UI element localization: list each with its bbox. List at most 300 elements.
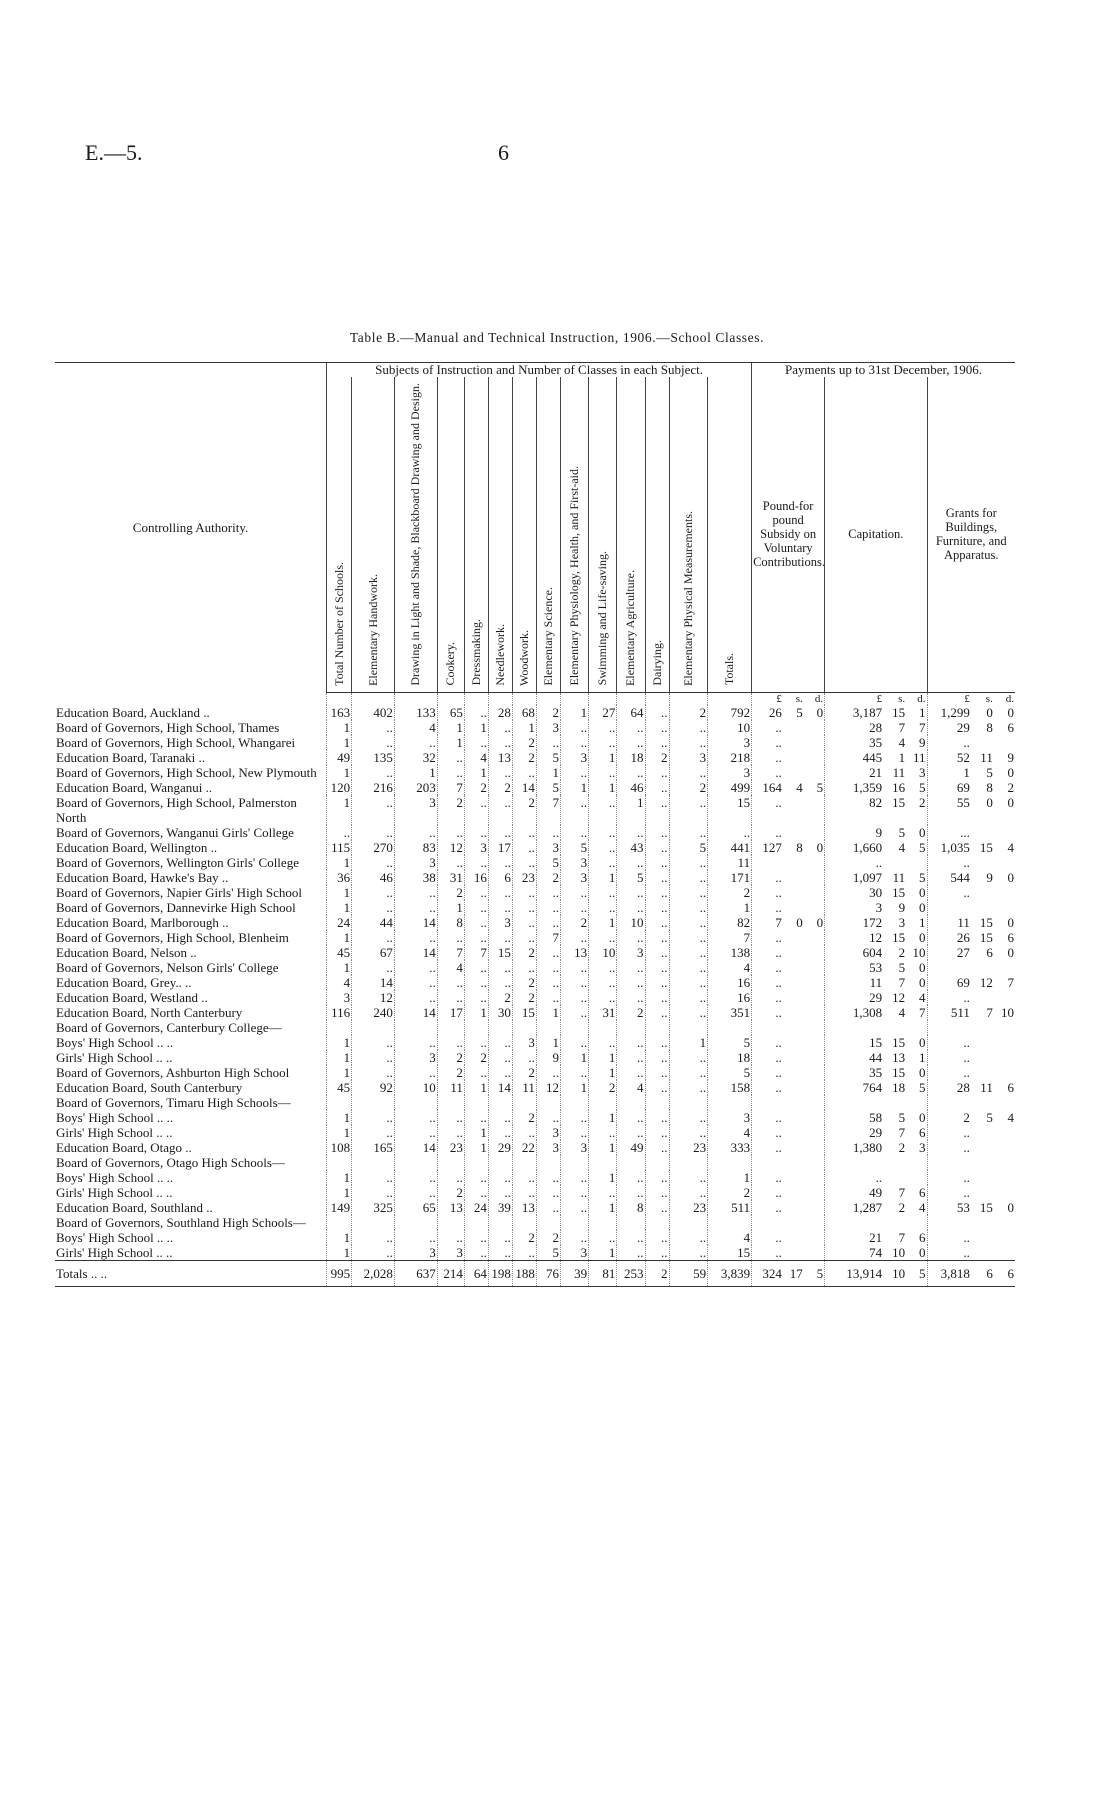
column-header: Elementary Physical Measurements. — [669, 377, 708, 692]
class-count-cell: 2 — [536, 705, 560, 720]
payment-cell: 2 — [927, 1110, 971, 1125]
class-count-cell: 15 — [512, 1005, 536, 1020]
payment-cell — [783, 870, 804, 885]
payment-cell — [752, 1155, 783, 1170]
payment-cell — [971, 900, 994, 915]
class-count-cell: 45 — [327, 1080, 352, 1095]
class-count-cell: .. — [645, 1050, 669, 1065]
payment-cell — [783, 1185, 804, 1200]
class-count-cell: 163 — [327, 705, 352, 720]
class-count-cell: 3 — [708, 765, 752, 780]
payment-cell — [804, 1155, 825, 1170]
payment-cell: 21 — [825, 1230, 883, 1245]
class-count-cell: 44 — [352, 915, 395, 930]
class-count-cell: 2 — [617, 1005, 645, 1020]
payment-cell: 29 — [927, 720, 971, 735]
payment-cell: 3 — [919, 764, 926, 780]
payment-cell: 445 — [825, 750, 883, 765]
payment-cell — [804, 885, 825, 900]
class-count-cell: 1 — [464, 1080, 488, 1095]
payment-cell — [783, 795, 804, 825]
payment-cell: 0 — [919, 824, 926, 840]
class-count-cell: 13 — [512, 1200, 536, 1215]
payment-cell: 15 — [979, 1199, 993, 1215]
class-count-cell: .. — [512, 855, 536, 870]
class-count-cell — [645, 1020, 669, 1035]
table-row — [55, 750, 1015, 765]
class-count-cell — [669, 1095, 708, 1110]
table-body — [55, 692, 1015, 1286]
class-count-cell: 30 — [488, 1005, 512, 1020]
payment-cell — [971, 885, 994, 900]
payment-cell: 15 — [892, 794, 906, 810]
class-count-cell: .. — [488, 975, 512, 990]
authority-name: Board of Governors, High School, Blenheim — [56, 929, 289, 945]
payment-cell — [804, 1035, 825, 1050]
payment-cell: 11 — [980, 749, 993, 765]
class-count-cell — [352, 1215, 395, 1230]
authority-name: Board of Governors, Napier Girls' High School — [56, 884, 303, 900]
class-count-cell: 3 — [560, 1140, 588, 1155]
payment-cell: .. — [752, 735, 783, 750]
payment-cell: .. — [927, 885, 971, 900]
payment-cell — [971, 1155, 994, 1170]
class-count-cell: .. — [617, 975, 645, 990]
class-count-cell: 7 — [536, 795, 560, 825]
class-count-cell: 1 — [327, 1185, 352, 1200]
authority-name: Education Board, North Canterbury — [56, 1004, 243, 1020]
class-count-cell: 2 — [437, 1065, 464, 1080]
authority-name: Board of Governors, Southland High Schools— — [56, 1214, 306, 1230]
class-count-cell: .. — [617, 720, 645, 735]
class-count-cell: 16 — [708, 975, 752, 990]
class-count-cell: 203 — [394, 780, 437, 795]
payment-cell — [883, 1215, 906, 1230]
class-count-cell: 2 — [464, 1050, 488, 1065]
class-count-cell: .. — [394, 900, 437, 915]
class-count-cell: .. — [560, 1005, 588, 1020]
class-count-cell — [617, 1020, 645, 1035]
payment-cell: 3 — [825, 900, 883, 915]
payment-cell: 0 — [816, 704, 824, 720]
payment-cell — [971, 1065, 994, 1080]
payment-cell — [804, 720, 825, 735]
payment-cell: 0 — [796, 914, 803, 930]
payment-cell: 0 — [919, 959, 926, 975]
authority-name: Boys' High School .. .. — [56, 1034, 174, 1050]
payment-cell: 3 — [919, 1139, 926, 1155]
payment-cell — [804, 960, 825, 975]
class-count-cell: 7 — [437, 780, 464, 795]
class-count-cell: .. — [512, 840, 536, 855]
class-count-cell: .. — [512, 1125, 536, 1140]
payment-cell: 26 — [927, 930, 971, 945]
payment-cell — [804, 1185, 825, 1200]
class-count-cell: .. — [536, 885, 560, 900]
payment-cell — [994, 1185, 1015, 1200]
class-count-cell: .. — [394, 1185, 437, 1200]
payment-cell — [971, 1245, 994, 1261]
payment-cell — [783, 765, 804, 780]
class-count-cell: .. — [488, 795, 512, 825]
payment-cell: 1,035 — [927, 840, 971, 855]
payment-cell: 0 — [1007, 764, 1014, 780]
class-count-cell: .. — [488, 885, 512, 900]
class-count-cell: 8 — [617, 1200, 645, 1215]
class-count-cell: .. — [560, 930, 588, 945]
payment-cell: .. — [752, 1245, 783, 1261]
class-count-cell: .. — [589, 885, 617, 900]
class-count-cell: .. — [488, 960, 512, 975]
payment-cell: .. — [752, 885, 783, 900]
class-count-cell: .. — [437, 855, 464, 870]
payment-cell — [783, 735, 804, 750]
payment-cell — [783, 1110, 804, 1125]
class-count-cell: 23 — [512, 870, 536, 885]
payment-cell — [804, 795, 825, 825]
table-row — [55, 870, 1015, 885]
payment-cell — [783, 885, 804, 900]
class-count-cell: 1 — [589, 1140, 617, 1155]
class-count-cell: .. — [464, 960, 488, 975]
class-count-cell: .. — [464, 915, 488, 930]
class-count-cell: .. — [394, 1230, 437, 1245]
payment-cell: 53 — [927, 1200, 971, 1215]
class-count-cell: .. — [512, 1050, 536, 1065]
authority-name: Board of Governors, High School, New Plymouth — [56, 764, 317, 780]
class-count-cell: 24 — [464, 1200, 488, 1215]
table-row — [55, 855, 1015, 870]
payment-cell — [804, 765, 825, 780]
class-count-cell: .. — [617, 1110, 645, 1125]
class-count-cell — [669, 1215, 708, 1230]
class-count-cell: .. — [645, 1125, 669, 1140]
class-count-cell: 43 — [617, 840, 645, 855]
class-count-cell: 1 — [464, 720, 488, 735]
class-count-cell — [617, 1215, 645, 1230]
class-count-cell: .. — [394, 975, 437, 990]
table-row — [55, 1140, 1015, 1155]
payment-cell: 69 — [927, 780, 971, 795]
payment-cell: 164 — [752, 780, 783, 795]
payment-cell — [804, 1080, 825, 1095]
table-row — [55, 795, 1015, 825]
class-count-cell: 46 — [352, 870, 395, 885]
class-count-cell: 511 — [708, 1200, 752, 1215]
payment-cell: 172 — [825, 915, 883, 930]
payment-cell — [783, 1020, 804, 1035]
class-count-cell: .. — [394, 930, 437, 945]
unit-label: £ — [752, 692, 783, 705]
payment-cell: 5 — [898, 959, 906, 975]
class-count-cell: 116 — [327, 1005, 352, 1020]
payment-cell: 49 — [825, 1185, 883, 1200]
class-count-cell: .. — [669, 825, 708, 840]
payment-cell: 4 — [919, 989, 926, 1005]
payment-cell: 12 — [979, 974, 993, 990]
class-count-cell: .. — [589, 840, 617, 855]
class-count-cell: .. — [645, 975, 669, 990]
table-row — [55, 1245, 1015, 1261]
authority-name: Boys' High School .. .. — [56, 1169, 174, 1185]
class-count-cell: .. — [437, 825, 464, 840]
payment-cell: 0 — [919, 899, 926, 915]
class-count-cell: 59 — [669, 1260, 708, 1286]
class-count-cell: .. — [536, 945, 560, 960]
class-count-cell: .. — [645, 735, 669, 750]
table-row — [55, 1230, 1015, 1245]
classes-table — [55, 362, 1015, 1287]
class-count-cell: .. — [669, 960, 708, 975]
class-count-cell: .. — [464, 1110, 488, 1125]
table-row — [55, 900, 1015, 915]
class-count-cell: 165 — [352, 1140, 395, 1155]
payment-cell — [883, 1155, 906, 1170]
payment-cell: 16 — [892, 779, 906, 795]
class-count-cell: 2 — [669, 705, 708, 720]
class-count-cell: 351 — [708, 1005, 752, 1020]
class-count-cell: 1 — [708, 900, 752, 915]
class-count-cell: .. — [394, 885, 437, 900]
payment-cell: 0 — [919, 1109, 926, 1125]
class-count-cell: 4 — [617, 1080, 645, 1095]
payment-cell: 10 — [892, 1244, 906, 1260]
payment-cell: .. — [752, 930, 783, 945]
payment-cell — [971, 1170, 994, 1185]
class-count-cell: 171 — [708, 870, 752, 885]
payment-cell: 11 — [980, 1079, 993, 1095]
column-header: Elementary Handwork. — [352, 377, 395, 692]
class-count-cell: .. — [488, 765, 512, 780]
class-count-cell: 49 — [327, 750, 352, 765]
unit-label: £ — [927, 692, 971, 705]
class-count-cell: .. — [669, 1125, 708, 1140]
payment-cell — [825, 1020, 883, 1035]
class-count-cell: 10 — [617, 915, 645, 930]
class-count-cell: .. — [464, 825, 488, 840]
class-count-cell: 7 — [464, 945, 488, 960]
class-count-cell: 64 — [617, 705, 645, 720]
class-count-cell: 1 — [536, 1035, 560, 1050]
class-count-cell: .. — [394, 1035, 437, 1050]
page-number: 6 — [498, 140, 509, 165]
class-count-cell: 1 — [589, 1065, 617, 1080]
class-count-cell: .. — [669, 795, 708, 825]
class-count-cell: 1 — [589, 870, 617, 885]
class-count-cell: .. — [352, 825, 395, 840]
class-count-cell: 32 — [394, 750, 437, 765]
class-count-cell: 8 — [437, 915, 464, 930]
payment-cell: 35 — [825, 1065, 883, 1080]
class-count-cell: .. — [488, 1110, 512, 1125]
class-count-cell: 1 — [437, 735, 464, 750]
payment-cell: 7 — [919, 719, 926, 735]
class-count-cell: 1 — [464, 765, 488, 780]
class-count-cell: .. — [394, 990, 437, 1005]
class-count-cell: 402 — [352, 705, 395, 720]
unit-label: s. — [985, 692, 993, 705]
authority-name: Boys' High School .. .. — [56, 1109, 174, 1125]
payment-cell — [783, 1080, 804, 1095]
payment-cell: 58 — [825, 1110, 883, 1125]
class-count-cell: 24 — [327, 915, 352, 930]
class-count-cell: 3 — [560, 1245, 588, 1261]
class-count-cell: 1 — [589, 1110, 617, 1125]
column-header: Needlework. — [488, 377, 512, 692]
class-count-cell — [560, 1155, 588, 1170]
payment-cell: 15 — [979, 914, 993, 930]
class-count-cell: .. — [669, 975, 708, 990]
payment-cell — [804, 1215, 825, 1230]
payment-cell — [927, 960, 971, 975]
class-count-cell: .. — [645, 960, 669, 975]
class-count-cell: .. — [352, 1110, 395, 1125]
class-count-cell: .. — [669, 945, 708, 960]
class-count-cell: .. — [617, 855, 645, 870]
class-count-cell: 3 — [394, 855, 437, 870]
authority-name: Girls' High School .. .. — [56, 1124, 173, 1140]
class-count-cell: 12 — [437, 840, 464, 855]
class-count-cell: .. — [669, 855, 708, 870]
class-count-cell — [512, 1155, 536, 1170]
payment-cell — [883, 1095, 906, 1110]
payment-cell — [883, 855, 906, 870]
payment-cell: 10 — [1001, 1004, 1014, 1020]
authority-name: Education Board, Wanganui .. — [56, 779, 213, 795]
class-count-cell: 2 — [536, 870, 560, 885]
table-row — [55, 990, 1015, 1005]
payment-cell: 0 — [1007, 704, 1014, 720]
class-count-cell: 14 — [488, 1080, 512, 1095]
class-count-cell: .. — [352, 1065, 395, 1080]
payment-cell: .. — [752, 750, 783, 765]
class-count-cell — [708, 1215, 752, 1230]
class-count-cell: 1 — [589, 1050, 617, 1065]
class-count-cell: 1 — [589, 1170, 617, 1185]
payment-cell — [994, 990, 1015, 1005]
class-count-cell: 11 — [512, 1080, 536, 1095]
class-count-cell: 3 — [708, 735, 752, 750]
class-count-cell: .. — [536, 1170, 560, 1185]
class-count-cell — [617, 1095, 645, 1110]
unit-label: d. — [917, 692, 926, 705]
class-count-cell: .. — [464, 1065, 488, 1080]
payment-cell — [783, 1140, 804, 1155]
payment-cell: 0 — [986, 794, 993, 810]
class-count-cell: 6 — [488, 870, 512, 885]
payment-cell — [927, 1215, 971, 1230]
class-count-cell: .. — [488, 825, 512, 840]
payment-cell — [994, 1050, 1015, 1065]
payment-cell: 2 — [898, 1139, 906, 1155]
payment-cell: 2 — [898, 944, 906, 960]
class-count-cell: .. — [437, 1170, 464, 1185]
class-count-cell: 1 — [617, 795, 645, 825]
payment-cell: 35 — [825, 735, 883, 750]
authority-name: Education Board, Marlborough .. — [56, 914, 229, 930]
units-row — [55, 692, 1015, 705]
class-count-cell: 149 — [327, 1200, 352, 1215]
class-count-cell: .. — [645, 1005, 669, 1020]
payment-cell: 6 — [1007, 1079, 1014, 1095]
payment-cell: 6 — [919, 1184, 926, 1200]
payment-cell — [971, 825, 994, 840]
payment-cell: 7 — [898, 1229, 906, 1245]
class-count-cell: 2 — [512, 750, 536, 765]
class-count-cell: .. — [589, 975, 617, 990]
payment-cell — [783, 1095, 804, 1110]
column-header: Elementary Science. — [536, 377, 560, 692]
payment-cell — [783, 930, 804, 945]
class-count-cell: .. — [512, 900, 536, 915]
class-count-cell: .. — [617, 1170, 645, 1185]
payment-cell — [906, 1155, 927, 1170]
payment-cell: 1 — [919, 914, 926, 930]
payment-cell: 4 — [1007, 839, 1014, 855]
authority-name: Education Board, Nelson .. — [56, 944, 197, 960]
payment-column-header: Pound-for pound Subsidy on Voluntary Contributions. — [752, 377, 825, 692]
column-header: Elementary Agriculture. — [617, 377, 645, 692]
payment-cell: .. — [752, 1140, 783, 1155]
class-count-cell: .. — [589, 1185, 617, 1200]
payment-cell: 27 — [927, 945, 971, 960]
payment-cell: 1 — [898, 749, 906, 765]
class-count-cell: .. — [645, 870, 669, 885]
table-row — [55, 1170, 1015, 1185]
class-count-cell: 1 — [589, 750, 617, 765]
class-count-cell: 2 — [708, 885, 752, 900]
payment-cell: .. — [752, 960, 783, 975]
class-count-cell: 792 — [708, 705, 752, 720]
payment-cell: .. — [752, 1065, 783, 1080]
class-count-cell: .. — [645, 930, 669, 945]
class-count-cell: .. — [352, 720, 395, 735]
payment-cell — [783, 975, 804, 990]
class-count-cell: .. — [560, 765, 588, 780]
class-count-cell: 2 — [645, 1260, 669, 1286]
class-count-cell: 1 — [327, 1050, 352, 1065]
table-row — [55, 765, 1015, 780]
payment-cell — [752, 1215, 783, 1230]
class-count-cell: 92 — [352, 1080, 395, 1095]
class-count-cell: 23 — [669, 1200, 708, 1215]
class-count-cell: .. — [617, 765, 645, 780]
payment-cell: 74 — [825, 1245, 883, 1261]
payment-cell — [994, 885, 1015, 900]
payment-cell — [994, 1140, 1015, 1155]
class-count-cell: 65 — [394, 1200, 437, 1215]
authority-name: Board of Governors, High School, Palmerston North — [56, 794, 297, 825]
payment-cell: 7 — [752, 915, 783, 930]
class-count-cell — [560, 1095, 588, 1110]
class-count-cell: 10 — [708, 720, 752, 735]
class-count-cell: .. — [536, 825, 560, 840]
table-row — [55, 720, 1015, 735]
class-count-cell: .. — [327, 825, 352, 840]
class-count-cell: 76 — [536, 1260, 560, 1286]
payment-cell: 28 — [927, 1080, 971, 1095]
authority-name: Education Board, Auckland .. — [56, 704, 210, 720]
class-count-cell: .. — [536, 975, 560, 990]
payment-cell — [804, 1230, 825, 1245]
class-count-cell: .. — [645, 945, 669, 960]
class-count-cell: .. — [645, 1200, 669, 1215]
table-row — [55, 1185, 1015, 1200]
class-count-cell: 2 — [512, 990, 536, 1005]
payment-cell — [804, 735, 825, 750]
payment-cell: 7 — [898, 1124, 906, 1140]
payment-cell: 0 — [919, 1064, 926, 1080]
